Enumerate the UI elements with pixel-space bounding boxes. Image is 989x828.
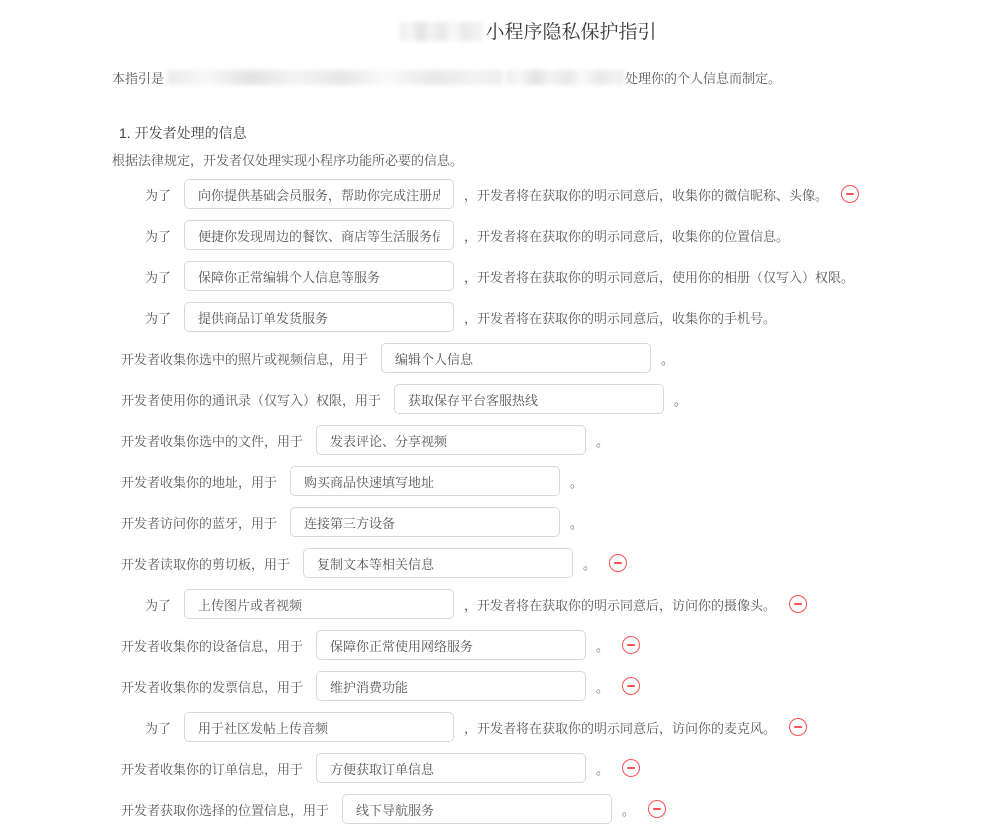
row-suffix-label: 。 bbox=[570, 515, 584, 531]
info-rows bbox=[112, 179, 945, 824]
row-prefix-label: 开发者收集你的发票信息，用于 bbox=[121, 679, 304, 695]
row-prefix-label: 为了 bbox=[145, 228, 172, 244]
row-prefix-label: 开发者收集你选中的文件，用于 bbox=[121, 433, 304, 449]
remove-row-button[interactable] bbox=[609, 554, 627, 572]
info-row bbox=[112, 384, 945, 414]
minus-icon bbox=[653, 808, 661, 810]
row-prefix-label: 为了 bbox=[145, 187, 172, 203]
minus-icon bbox=[794, 603, 802, 605]
redacted-developer-name bbox=[167, 70, 503, 85]
minus-icon bbox=[627, 685, 635, 687]
info-row bbox=[112, 425, 945, 455]
info-row bbox=[112, 466, 945, 496]
minus-icon bbox=[614, 562, 622, 564]
purpose-input[interactable] bbox=[290, 466, 560, 496]
row-suffix-label: 。 bbox=[661, 351, 675, 367]
intro-paragraph bbox=[112, 70, 945, 87]
row-prefix-label: 为了 bbox=[145, 720, 172, 736]
remove-row-button[interactable] bbox=[648, 800, 666, 818]
row-prefix-label: 为了 bbox=[145, 310, 172, 326]
intro-prefix: 本指引是 bbox=[112, 71, 165, 86]
info-row bbox=[112, 794, 945, 824]
purpose-input[interactable] bbox=[184, 261, 454, 291]
row-suffix-label: 。 bbox=[596, 679, 610, 695]
row-prefix-label: 为了 bbox=[145, 597, 172, 613]
row-suffix-label: 。 bbox=[596, 433, 610, 449]
row-prefix-label: 开发者使用你的通讯录（仅写入）权限，用于 bbox=[121, 392, 382, 408]
info-row bbox=[112, 179, 945, 209]
info-row bbox=[112, 261, 945, 291]
purpose-input[interactable] bbox=[303, 548, 573, 578]
info-row bbox=[112, 630, 945, 660]
remove-row-button[interactable] bbox=[622, 759, 640, 777]
purpose-input[interactable] bbox=[184, 179, 454, 209]
row-suffix-label: 。 bbox=[570, 474, 584, 490]
purpose-input[interactable] bbox=[184, 589, 454, 619]
page-title bbox=[112, 20, 945, 46]
redacted-developer-name-2 bbox=[506, 70, 624, 85]
purpose-input[interactable] bbox=[381, 343, 651, 373]
remove-row-button[interactable] bbox=[622, 636, 640, 654]
purpose-input[interactable] bbox=[316, 671, 586, 701]
purpose-input[interactable] bbox=[184, 712, 454, 742]
remove-row-button[interactable] bbox=[622, 677, 640, 695]
page-title-text: 小程序隐私保护指引 bbox=[485, 22, 657, 43]
row-prefix-label: 为了 bbox=[145, 269, 172, 285]
minus-icon bbox=[846, 193, 854, 195]
row-suffix-label: ，开发者将在获取你的明示同意后，收集你的微信昵称、头像。 bbox=[464, 187, 829, 203]
row-prefix-label: 开发者收集你的订单信息，用于 bbox=[121, 761, 304, 777]
purpose-input[interactable] bbox=[316, 753, 586, 783]
remove-row-button[interactable] bbox=[841, 185, 859, 203]
row-suffix-label: 。 bbox=[583, 556, 597, 572]
info-row bbox=[112, 507, 945, 537]
info-row bbox=[112, 671, 945, 701]
info-row bbox=[112, 548, 945, 578]
row-suffix-label: ，开发者将在获取你的明示同意后，访问你的麦克风。 bbox=[464, 720, 777, 736]
minus-icon bbox=[794, 726, 802, 728]
row-suffix-label: 。 bbox=[596, 638, 610, 654]
info-row bbox=[112, 753, 945, 783]
row-suffix-label: 。 bbox=[596, 761, 610, 777]
row-prefix-label: 开发者收集你的地址，用于 bbox=[121, 474, 278, 490]
row-prefix-label: 开发者收集你的设备信息，用于 bbox=[121, 638, 304, 654]
remove-row-button[interactable] bbox=[789, 595, 807, 613]
purpose-input[interactable] bbox=[184, 302, 454, 332]
remove-row-button[interactable] bbox=[789, 718, 807, 736]
row-prefix-label: 开发者访问你的蓝牙，用于 bbox=[121, 515, 278, 531]
minus-icon bbox=[627, 767, 635, 769]
row-prefix-label: 开发者获取你选择的位置信息，用于 bbox=[121, 802, 330, 818]
row-suffix-label: ，开发者将在获取你的明示同意后，使用你的相册（仅写入）权限。 bbox=[464, 269, 855, 285]
row-suffix-label: 。 bbox=[674, 392, 688, 408]
section-1-heading: 1. 开发者处理的信息 bbox=[119, 125, 247, 141]
purpose-input[interactable] bbox=[316, 630, 586, 660]
redacted-app-name bbox=[400, 22, 482, 41]
purpose-input[interactable] bbox=[316, 425, 586, 455]
info-row bbox=[112, 302, 945, 332]
intro-suffix: 处理你的个人信息而制定。 bbox=[625, 71, 782, 86]
purpose-input[interactable] bbox=[342, 794, 612, 824]
row-suffix-label: ，开发者将在获取你的明示同意后，收集你的位置信息。 bbox=[464, 228, 790, 244]
row-prefix-label: 开发者读取你的剪切板，用于 bbox=[121, 556, 291, 572]
minus-icon bbox=[627, 644, 635, 646]
row-suffix-label: ，开发者将在获取你的明示同意后，访问你的摄像头。 bbox=[464, 597, 777, 613]
info-row bbox=[112, 589, 945, 619]
section-1-description: 根据法律规定，开发者仅处理实现小程序功能所必要的信息。 bbox=[112, 153, 464, 168]
info-row bbox=[112, 343, 945, 373]
purpose-input[interactable] bbox=[184, 220, 454, 250]
row-prefix-label: 开发者收集你选中的照片或视频信息，用于 bbox=[121, 351, 369, 367]
row-suffix-label: 。 bbox=[622, 802, 636, 818]
purpose-input[interactable] bbox=[290, 507, 560, 537]
row-suffix-label: ，开发者将在获取你的明示同意后，收集你的手机号。 bbox=[464, 310, 777, 326]
info-row bbox=[112, 712, 945, 742]
info-row bbox=[112, 220, 945, 250]
purpose-input[interactable] bbox=[394, 384, 664, 414]
